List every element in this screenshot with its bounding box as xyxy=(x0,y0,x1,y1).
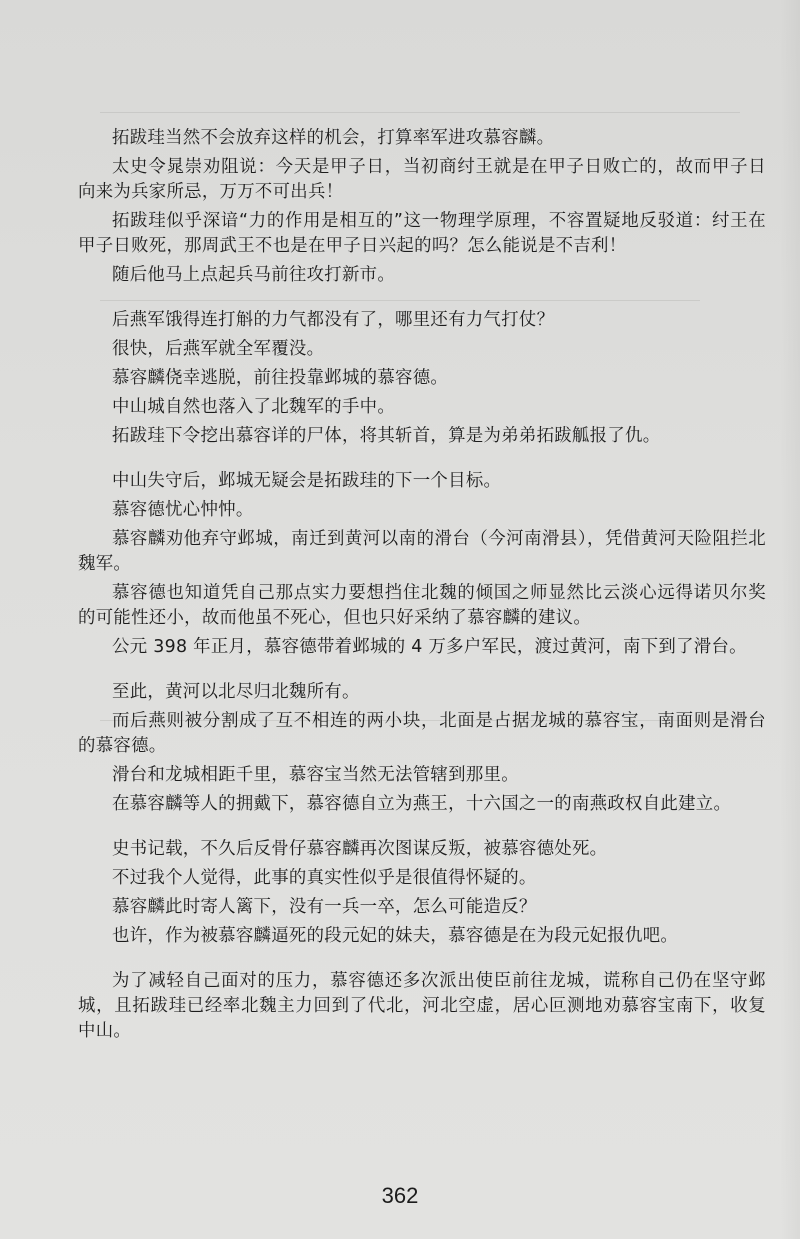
paragraph: 公元 398 年正月，慕容德带着邺城的 4 万多户军民，渡过黄河，南下到了滑台。 xyxy=(112,637,747,657)
paragraph: 至此，黄河以北尽归北魏所有。 xyxy=(112,682,360,702)
paragraph: 中山失守后，邺城无疑会是拓跋珪的下一个目标。 xyxy=(112,471,502,491)
paragraph: 不过我个人觉得，此事的真实性似乎是很值得怀疑的。 xyxy=(112,868,537,888)
paragraph: 拓跋珪当然不会放弃这样的机会，打算率军进攻慕容麟。 xyxy=(112,128,555,148)
paragraph: 中山城自然也落入了北魏军的手中。 xyxy=(112,397,396,417)
paragraph: 后燕军饿得连打斛的力气都没有了，哪里还有力气打仗？ xyxy=(112,310,555,330)
paragraph: 慕容麟侥幸逃脱，前往投靠邺城的慕容德。 xyxy=(112,368,449,388)
paragraph: 也许，作为被慕容麟逼死的段元妃的妹夫，慕容德是在为段元妃报仇吧。 xyxy=(112,926,679,946)
paragraph: 史书记载，不久后反骨仔慕容麟再次图谋反叛，被慕容德处死。 xyxy=(112,839,608,859)
paragraph: 慕容德忧心忡忡。 xyxy=(112,500,254,520)
paragraph: 而后燕则被分割成了互不相连的两小块，北面是占据龙城的慕容宝，南面则是滑台的慕容德。 xyxy=(78,711,766,756)
bleed-through-line xyxy=(100,112,740,113)
paragraph: 很快，后燕军就全军覆没。 xyxy=(112,339,325,359)
paragraph: 慕容麟此时寄人篱下，没有一兵一卒，怎么可能造反？ xyxy=(112,897,537,917)
paragraph: 太史令晁崇劝阻说：今天是甲子日，当初商纣王就是在甲子日败亡的，故而甲子日向来为兵家所忌，万万不可出兵！ xyxy=(78,157,766,202)
paragraph: 慕容德也知道凭自己那点实力要想挡住北魏的倾国之师显然比云淡心远得诺贝尔奖的可能性还小，故而他虽不死心，但也只好采纳了慕容麟的建议。 xyxy=(78,583,766,628)
paragraph: 慕容麟劝他弃守邺城，南迁到黄河以南的滑台（今河南滑县），凭借黄河天险阻拦北魏军。 xyxy=(78,529,766,574)
page-number: 362 xyxy=(381,1183,419,1208)
page-edge-shadow xyxy=(780,0,800,1239)
paragraph: 拓跋珪似乎深谙“力的作用是相互的”这一物理学原理，不容置疑地反驳道：纣王在甲子日败死，那周武王不也是在甲子日兴起的吗？怎么能说是不吉利！ xyxy=(78,211,766,256)
paragraph: 在慕容麟等人的拥戴下，慕容德自立为燕王，十六国之一的南燕政权自此建立。 xyxy=(112,794,732,814)
body-text xyxy=(78,126,766,1044)
paragraph: 随后他马上点起兵马前往攻打新市。 xyxy=(112,265,396,285)
paragraph: 拓跋珪下令挖出慕容详的尸体，将其斩首，算是为弟弟拓跋觚报了仇。 xyxy=(112,426,661,446)
paragraph: 滑台和龙城相距千里，慕容宝当然无法管辖到那里。 xyxy=(112,765,519,785)
paragraph: 为了减轻自己面对的压力，慕容德还多次派出使臣前往龙城，谎称自己仍在坚守邺城，且拓跋珪已经率北魏主力回到了代北，河北空虚，居心叵测地劝慕容宝南下，收复中山。 xyxy=(78,971,766,1041)
